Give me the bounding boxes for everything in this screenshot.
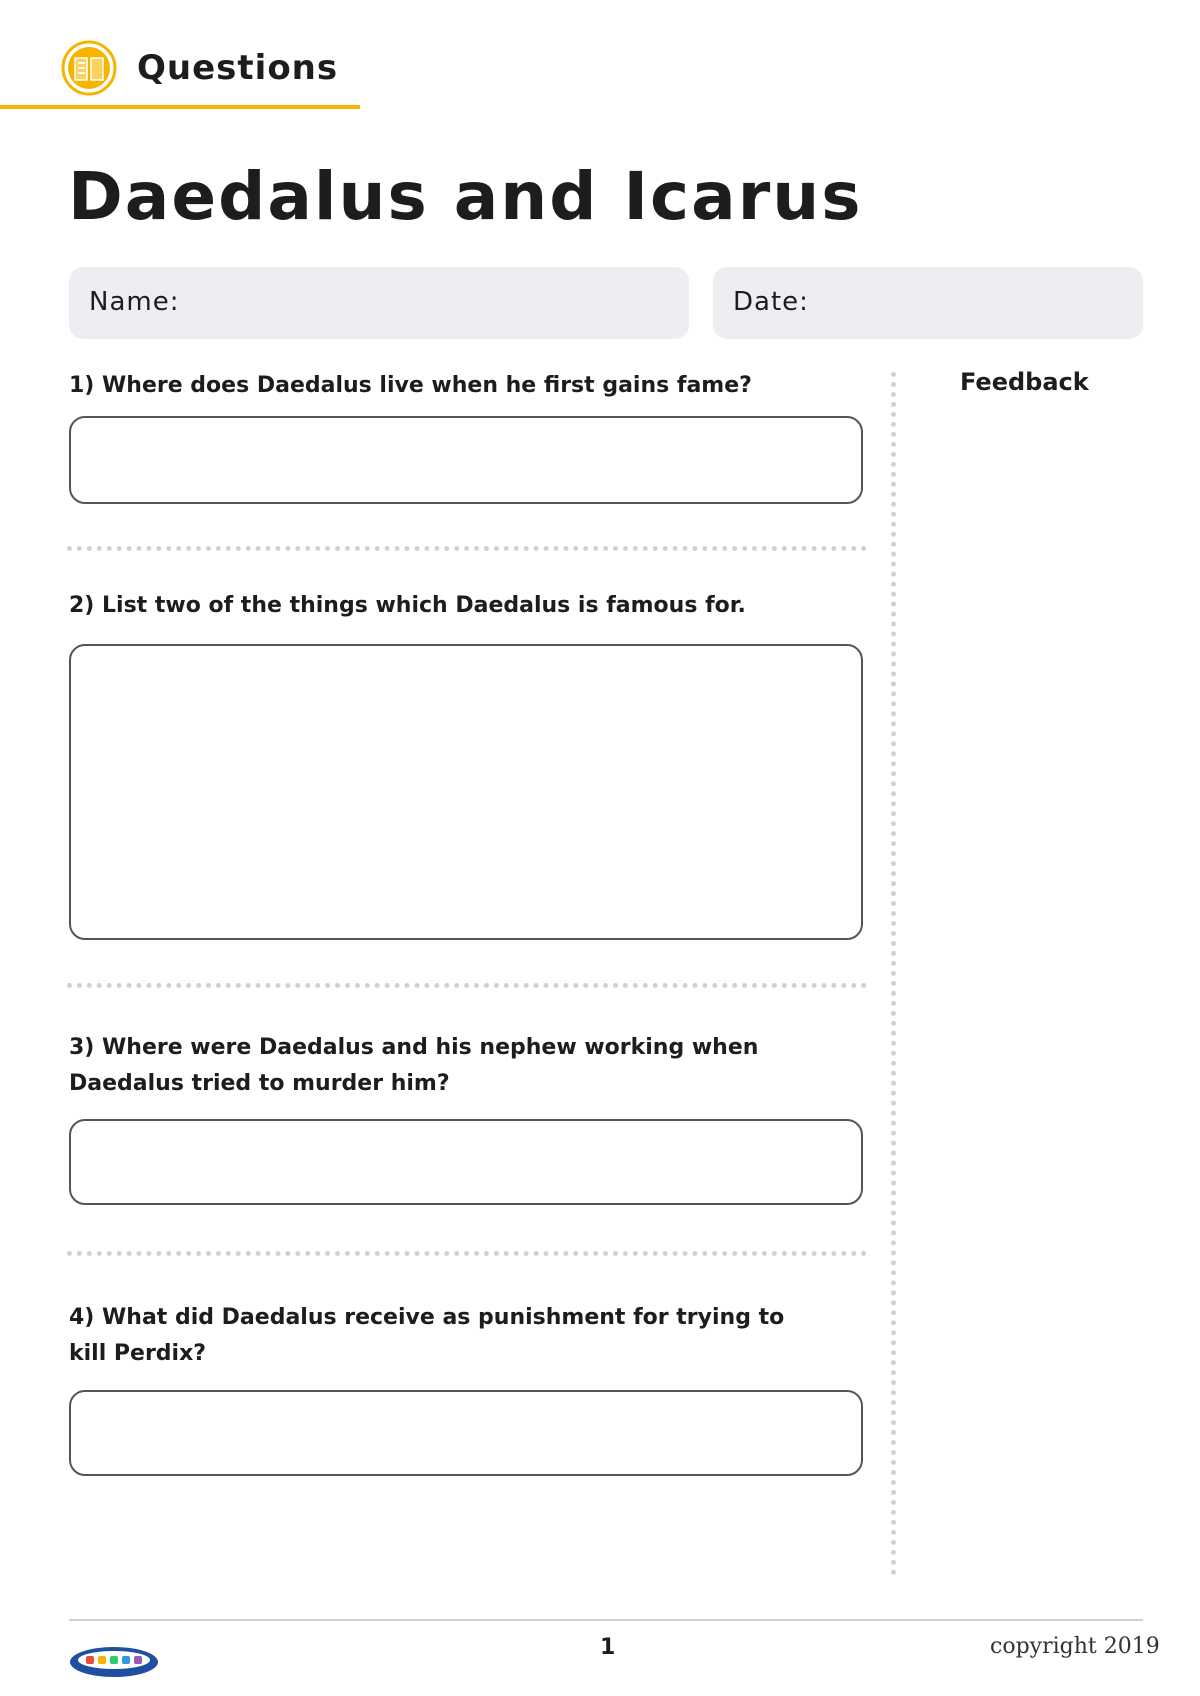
book-icon	[61, 40, 117, 96]
page-title: Daedalus and Icarus	[68, 158, 863, 235]
question-1: 1) Where does Daedalus live when he first gains fame?	[69, 373, 752, 398]
date-field[interactable]	[713, 267, 1143, 339]
question-divider	[67, 546, 867, 551]
date-label: Date:	[733, 287, 809, 317]
brand-logo	[68, 1640, 160, 1680]
question-4: 4) What did Daedalus receive as punishment for trying to kill Perdix?	[69, 1305, 785, 1366]
section-header	[0, 30, 360, 110]
feedback-label: Feedback	[960, 368, 1089, 396]
answer-box-1[interactable]	[69, 416, 863, 504]
header-underline	[0, 105, 360, 109]
question-2: 2) List two of the things which Daedalus is famous for.	[69, 593, 746, 618]
copyright-text: copyright 2019	[990, 1634, 1160, 1659]
question-3: 3) Where were Daedalus and his nephew working when Daedalus tried to murder him?	[69, 1035, 759, 1096]
answer-box-2[interactable]	[69, 644, 863, 940]
name-label: Name:	[89, 287, 180, 317]
page-number: 1	[600, 1635, 616, 1660]
feedback-divider	[891, 372, 896, 1576]
footer-divider	[69, 1619, 1143, 1621]
name-field[interactable]	[69, 267, 689, 339]
answer-box-3[interactable]	[69, 1119, 863, 1205]
section-title: Questions	[137, 48, 339, 88]
question-divider	[67, 983, 867, 988]
answer-box-4[interactable]	[69, 1390, 863, 1476]
question-divider	[67, 1251, 867, 1256]
